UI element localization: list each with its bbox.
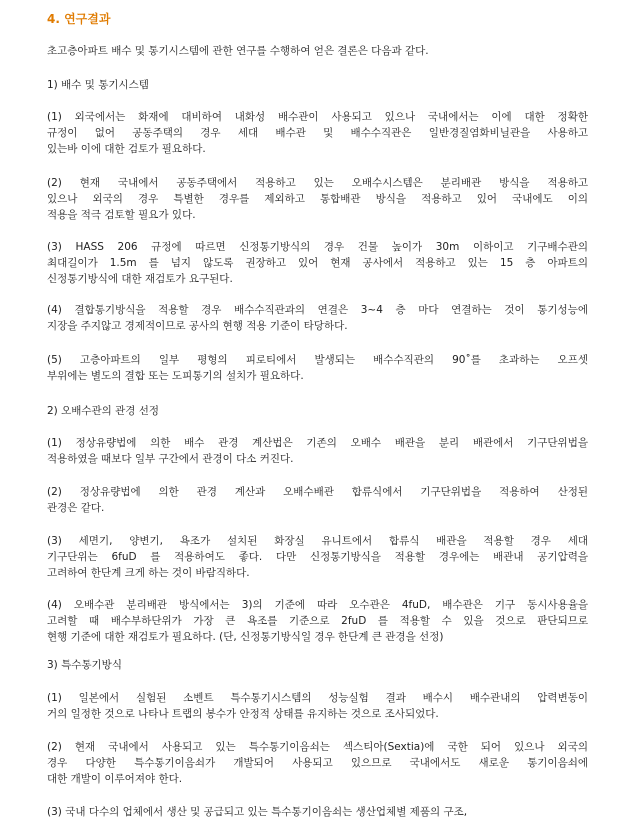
paragraph-line: (2) 현재 국내에서 사용되고 있는 특수통기이음쇠는 섹스티아(Sextia)에 국한 되어 있으나 외국의 bbox=[47, 741, 588, 753]
paragraph-line: 현행 기준에 대한 재검토가 필요하다. (단, 신정통기방식일 경우 한단계 큰 관경을 선정) bbox=[47, 631, 444, 643]
paragraph-line: (2) 정상유량법에 의한 관경 계산과 오배수배관 합류식에서 기구단위법을 적용하여 산정된 bbox=[47, 486, 588, 498]
paragraph-line: (4) 오배수관 분리배관 방식에서는 3)의 기준에 따라 오수관은 4fuD, 배수관은 기구 동시사용율을 bbox=[47, 599, 588, 611]
paragraph-line: 거의 일정한 것으로 나타나 트랩의 봉수가 안정적 상태를 유지하는 것으로 조사되었다. bbox=[47, 708, 439, 720]
paragraph-line: 있는바 이에 대한 검토가 필요하다. bbox=[47, 143, 206, 155]
paragraph-line: 기구단위는 6fuD 를 적용하여도 좋다. 다만 신정통기방식을 적용할 경우에는 배관내 공기압력을 bbox=[47, 551, 588, 563]
paragraph-line: (1) 정상유량법에 의한 배수 관경 계산법은 기존의 오배수 배관을 분리 배관에서 기구단위법을 bbox=[47, 437, 588, 449]
paragraph-line: 적용을 적극 검토할 필요가 있다. bbox=[47, 209, 196, 221]
subsection-heading: 3) 특수통기방식 bbox=[47, 659, 122, 671]
paragraph-line: (2) 현재 국내에서 공동주택에서 적용하고 있는 오배수시스템은 분리배관 방식을 적용하고 bbox=[47, 177, 588, 189]
paragraph-line: 경우 다양한 특수통기이음쇠가 개발되어 사용되고 있으므로 국내에서도 새로운 통기이음쇠에 bbox=[47, 757, 588, 769]
paragraph-line: 최대길이가 1.5m 를 넘지 않도록 권장하고 있어 현재 공사에서 적용하고 있는 15 층 아파트의 bbox=[47, 257, 588, 269]
paragraph-line: (4) 결합통기방식을 적용할 경우 배수수직관과의 연결은 3~4 층 마다 연결하는 것이 통기성능에 bbox=[47, 304, 588, 316]
section-title: 4. 연구결과 bbox=[47, 12, 111, 26]
paragraph-line: (3) 세면기, 양변기, 욕조가 설치된 화장실 유니트에서 합류식 배관을 적용할 경우 세대 bbox=[47, 535, 588, 547]
paragraph-line: 규정이 없어 공동주택의 경우 세대 배수관 및 배수수직관은 일반경질염화비닐관을 사용하고 bbox=[47, 127, 588, 139]
paragraph-line: 대한 개발이 이루어져야 한다. bbox=[47, 773, 183, 785]
subsection-heading: 2) 오배수관의 관경 선정 bbox=[47, 405, 160, 417]
paragraph-line: 부위에는 별도의 결합 또는 도피통기의 설치가 필요하다. bbox=[47, 370, 304, 382]
paragraph-line: (1) 외국에서는 화재에 대비하여 내화성 배수관이 사용되고 있으나 국내에서는 이에 대한 정확한 bbox=[47, 111, 588, 123]
paragraph-line: 지장을 주지않고 경제적이므로 공사의 현행 적용 기준이 타당하다. bbox=[47, 320, 348, 332]
subsection-heading: 1) 배수 및 통기시스템 bbox=[47, 79, 149, 91]
paragraph-line: 고려할 때 배수부하단위가 가장 큰 욕조를 기준으로 2fuD 를 적용할 수 있을 것으로 판단되므로 bbox=[47, 615, 588, 627]
paragraph-line: 고려하여 한단계 크게 하는 것이 바람직하다. bbox=[47, 567, 250, 579]
paragraph-line: 있으나 외국의 경우 특별한 경우를 제외하고 통합배관 방식을 적용하고 있어 국내에도 이의 bbox=[47, 193, 588, 205]
paragraph-line: 신정통기방식에 대한 재검토가 요구된다. bbox=[47, 273, 233, 285]
paragraph-line: 관경은 같다. bbox=[47, 502, 105, 514]
paragraph-line: (1) 일본에서 실험된 소벤트 특수통기시스템의 성능실험 결과 배수시 배수관내의 압력변동이 bbox=[47, 692, 588, 704]
intro-paragraph: 초고층아파트 배수 및 통기시스템에 관한 연구를 수행하여 얻은 결론은 다음과 같다. bbox=[47, 45, 429, 57]
paragraph-line: (3) 국내 다수의 업체에서 생산 및 공급되고 있는 특수통기이음쇠는 생산업체별 제품의 구조, bbox=[47, 806, 468, 818]
paragraph-line: (3) HASS 206 규정에 따르면 신정통기방식의 경우 건물 높이가 30m 이하이고 기구배수관의 bbox=[47, 241, 588, 253]
paragraph-line: 적용하였을 때보다 일부 구간에서 관경이 다소 커진다. bbox=[47, 453, 294, 465]
paragraph-line: (5) 고층아파트의 일부 평형의 피로티에서 발생되는 배수수직관의 90˚를 초과하는 오프셋 bbox=[47, 354, 588, 366]
